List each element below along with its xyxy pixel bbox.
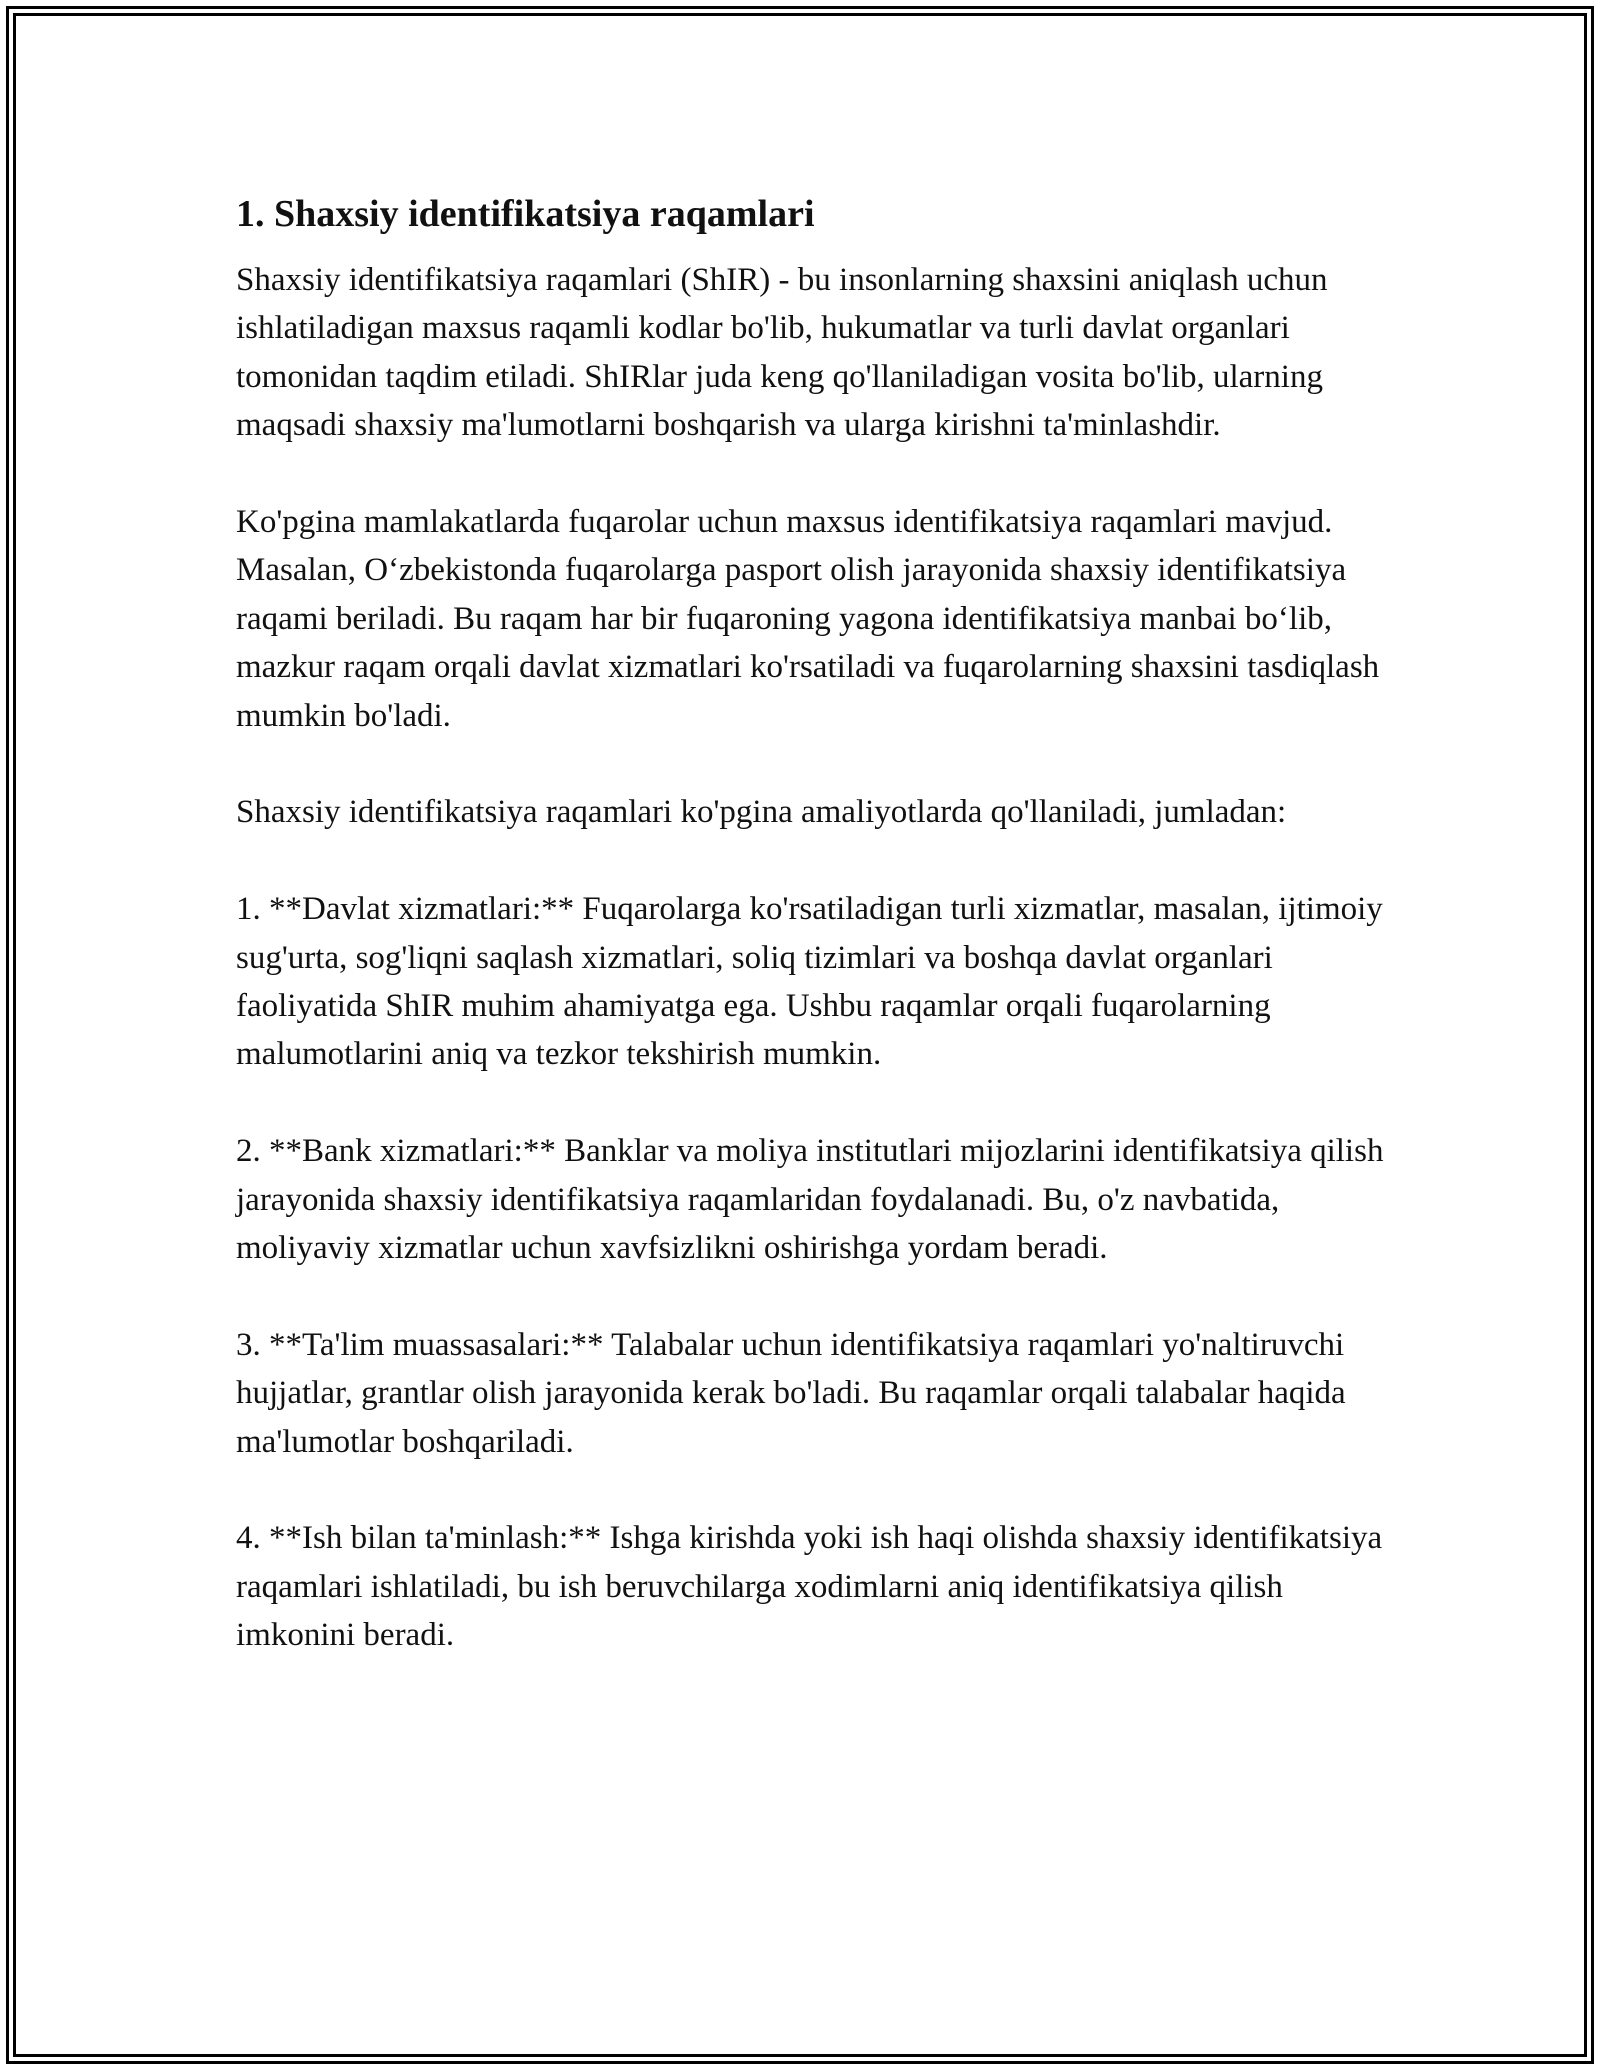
document-body <box>236 186 1386 1660</box>
document-title: 1. Shaxsiy identifikatsiya raqamlari <box>236 193 815 235</box>
list-item-employment: 4. **Ish bilan ta'minlash:** Ishga kirishda yoki ish haqi olishda shaxsiy identifikatsiya raqamlari ishlatiladi, bu ish beruvchilarga xodimlarni aniq identifikatsiya qilish imkonini beradi. <box>236 1520 1383 1654</box>
example-paragraph: Ko'pgina mamlakatlarda fuqarolar uchun maxsus identifikatsiya raqamlari mavjud. Masalan, O‘zbekistonda fuqarolarga pasport olish jarayonida shaxsiy identifikatsiya raqami beriladi. Bu raqam har bir fuqaroning yagona identifikatsiya manbai bo‘lib, mazkur raqam orqali davlat xizmatlari ko'rsatiladi va fuqarolarning shaxsini tasdiqlash mumkin bo'ladi. <box>236 504 1380 734</box>
list-item-bank-services: 2. **Bank xizmatlari:** Banklar va moliya institutlari mijozlarini identifikatsiya qilish jarayonida shaxsiy identifikatsiya raqamlaridan foydalanadi. Bu, o'z navbatida, moliyaviy xizmatlar uchun xavfsizlikni oshirishga yordam beradi. <box>236 1133 1384 1267</box>
list-item-government-services: 1. **Davlat xizmatlari:** Fuqarolarga ko'rsatiladigan turli xizmatlar, masalan, ijtimoiy sug'urta, sog'liqni saqlash xizmatlari, soliq tizimlari va boshqa davlat organlari faoliyatida ShIR muhim ahamiyatga ega. Ushbu raqamlar orqali fuqarolarning malumotlarini aniq va tezkor tekshirish mumkin. <box>236 891 1383 1073</box>
intro-paragraph: Shaxsiy identifikatsiya raqamlari (ShIR) - bu insonlarning shaxsini aniqlash uchun ishlatiladigan maxsus raqamli kodlar bo'lib, hukumatlar va turli davlat organlari tomonidan taqdim etiladi. ShIRlar juda keng qo'llaniladigan vosita bo'lib, ularning maqsadi shaxsiy ma'lumotlarni boshqarish va ularga kirishni ta'minlashdir. <box>236 262 1328 444</box>
usage-intro-paragraph: Shaxsiy identifikatsiya raqamlari ko'pgina amaliyotlarda qo'llaniladi, jumladan: <box>236 794 1287 831</box>
list-item-education: 3. **Ta'lim muassasalari:** Talabalar uchun identifikatsiya raqamlari yo'naltiruvchi hujjatlar, grantlar olish jarayonida kerak bo'ladi. Bu raqamlar orqali talabalar haqida ma'lumotlar boshqariladi. <box>236 1326 1346 1460</box>
